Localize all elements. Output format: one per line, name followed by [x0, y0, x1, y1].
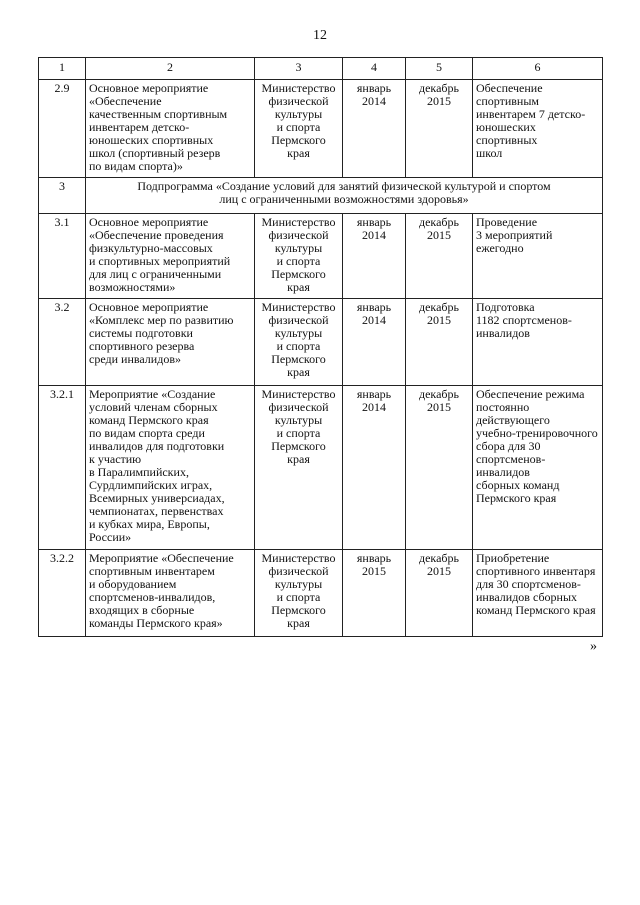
end-date-cell: декабрь 2015: [406, 386, 473, 550]
table-row: [39, 550, 603, 637]
activity-cell: Мероприятие «Создание условий членам сборных команд Пермского края по видам спорта среди инвалидов для подготовки к участию в Паралимпийских, Сурдлимпийских играх, Всемирных универсиадах, чемпионатах, первенствах и кубках мира, Европы, России»: [86, 386, 255, 550]
executor-cell: Министерство физической культуры и спорта Пермского края: [255, 299, 343, 386]
subprogram-title: Подпрограмма «Создание условий для занятий физической культурой и спортом лиц с ограниченными возможностями здоровья»: [86, 178, 603, 214]
column-header: 5: [406, 58, 473, 80]
column-header: 4: [343, 58, 406, 80]
end-date-cell: декабрь 2015: [406, 214, 473, 299]
executor-cell: Министерство физической культуры и спорта Пермского края: [255, 214, 343, 299]
column-header: 6: [473, 58, 603, 80]
subprogram-row: [39, 178, 603, 214]
start-date-cell: январь 2014: [343, 299, 406, 386]
activity-cell: Основное мероприятие «Комплекс мер по развитию системы подготовки спортивного резерва среди инвалидов»: [86, 299, 255, 386]
result-cell: Обеспечение режима постоянно действующего учебно-тренировочного сбора для 30 спортсменов-инвалидов сборных команд Пермского края: [473, 386, 603, 550]
closing-quote: »: [590, 639, 597, 654]
column-header: 3: [255, 58, 343, 80]
table-row: [39, 299, 603, 386]
row-number: 3: [39, 178, 86, 214]
row-number: 3.1: [39, 214, 86, 299]
row-number: 2.9: [39, 80, 86, 178]
column-header: 1: [39, 58, 86, 80]
result-cell: Проведение 3 мероприятий ежегодно: [473, 214, 603, 299]
column-header: 2: [86, 58, 255, 80]
page-number: 12: [313, 28, 327, 43]
executor-cell: Министерство физической культуры и спорта Пермского края: [255, 386, 343, 550]
start-date-cell: январь 2014: [343, 386, 406, 550]
table-header-row: [39, 58, 603, 80]
end-date-cell: декабрь 2015: [406, 299, 473, 386]
activity-cell: Мероприятие «Обеспечение спортивным инвентарем и оборудованием спортсменов-инвалидов, входящих в сборные команды Пермского края»: [86, 550, 255, 637]
row-number: 3.2.2: [39, 550, 86, 637]
end-date-cell: декабрь 2015: [406, 80, 473, 178]
start-date-cell: январь 2014: [343, 214, 406, 299]
result-cell: Приобретение спортивного инвентаря для 30 спортсменов- инвалидов сборных команд Пермского края: [473, 550, 603, 637]
executor-cell: Министерство физической культуры и спорта Пермского края: [255, 550, 343, 637]
activities-table: [38, 57, 603, 637]
start-date-cell: январь 2015: [343, 550, 406, 637]
result-cell: Подготовка 1182 спортсменов- инвалидов: [473, 299, 603, 386]
result-cell: Обеспечение спортивным инвентарем 7 детско- юношеских спортивных школ: [473, 80, 603, 178]
table-row: [39, 214, 603, 299]
activity-cell: Основное мероприятие «Обеспечение проведения физкультурно-массовых и спортивных мероприятий для лиц с ограниченными возможностями»: [86, 214, 255, 299]
table-row: [39, 80, 603, 178]
row-number: 3.2: [39, 299, 86, 386]
executor-cell: Министерство физической культуры и спорта Пермского края: [255, 80, 343, 178]
table-row: [39, 386, 603, 550]
row-number: 3.2.1: [39, 386, 86, 550]
start-date-cell: январь 2014: [343, 80, 406, 178]
end-date-cell: декабрь 2015: [406, 550, 473, 637]
activity-cell: Основное мероприятие «Обеспечение качественным спортивным инвентарем детско- юношеских спортивных школ (спортивный резерв по видам спорта)»: [86, 80, 255, 178]
